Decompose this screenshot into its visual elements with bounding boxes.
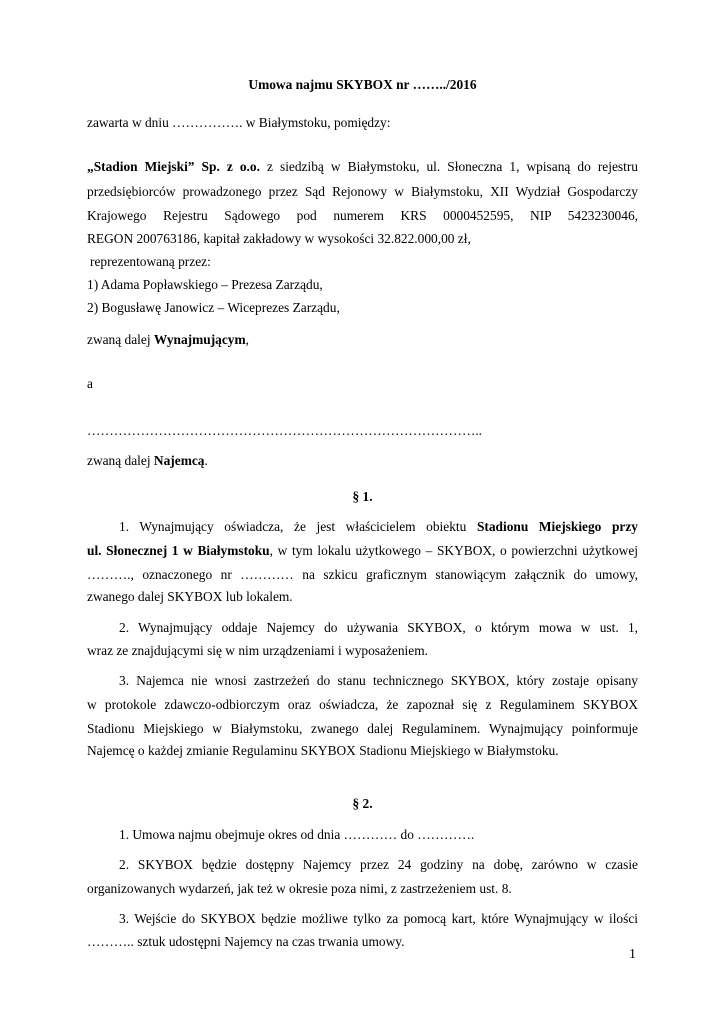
s2-p2-line-2: organizowanych wydarzeń, jak też w okresie poza nimi, z zastrzeżeniem ust. 8.	[87, 881, 512, 896]
landlord-term: Wynajmującym	[153, 332, 246, 347]
section-2-heading: § 2.	[352, 796, 373, 811]
s1-p1-line-4: zwanego dalej SKYBOX lub lokalem.	[87, 589, 293, 604]
party1-line-4: REGON 200763186, kapitał zakładowy w wysokości 32.822.000,00 zł,	[87, 231, 471, 246]
representative-1: 1) Adama Popławskiego – Prezesa Zarządu,	[87, 277, 323, 292]
stadium-address: ul. Słonecznej 1 w Białymstoku	[87, 543, 270, 558]
s1-p2-line-1: 2. Wynajmujący oddaje Najemcy do używania SKYBOX, o którym mowa w ust. 1,	[119, 620, 638, 635]
s1-p3-line-1: 3. Najemca nie wnosi zastrzeżeń do stanu technicznego SKYBOX, który zostaje opisany	[119, 673, 638, 688]
party1-line-2: przedsiębiorców prowadzonego przez Sąd Rejonowy w Białymstoku, XII Wydział Gospodarczy	[87, 184, 638, 199]
party2-placeholder: ……………………………………………………………………………..	[87, 423, 483, 438]
and-conjunction: a	[87, 376, 93, 391]
s1-p3-line-3: Stadionu Miejskiego w Białymstoku, zwanego dalej Regulaminem. Wynajmujący poinformuje	[87, 721, 638, 736]
party1-called	[87, 331, 249, 348]
s1-p3-line-2: w protokole zdawczo-odbiorczym oraz oświadcza, że zapoznał się z Regulaminem SKYBOX	[87, 697, 638, 712]
concluded-line: zawarta w dniu ……………. w Białymstoku, pomiędzy:	[87, 115, 391, 130]
s2-p1: 1. Umowa najmu obejmuje okres od dnia ………… do ………….	[119, 827, 475, 842]
party1-line-1	[87, 158, 638, 175]
document-title: Umowa najmu SKYBOX nr ……../2016	[248, 77, 477, 92]
called-prefix: zwaną dalej	[87, 332, 154, 347]
party2-called	[87, 452, 208, 469]
called-suffix: .	[204, 453, 208, 468]
s2-p3-line-2: ……….. sztuk udostępni Najemcy na czas trwania umowy.	[87, 934, 405, 949]
stadium-name: Stadionu Miejskiego przy	[476, 519, 638, 534]
page-number: 1	[629, 947, 636, 962]
s1-p1-text: 1. Wynajmujący oświadcza, że jest właścicielem obiektu	[119, 519, 477, 534]
party1-line-3: Krajowego Rejestru Sądowego pod numerem KRS 0000452595, NIP 5423230046,	[87, 208, 638, 223]
s1-p3-line-4: Najemcę o każdej zmianie Regulaminu SKYBOX Stadionu Miejskiego w Białymstoku.	[87, 743, 559, 758]
party1-name: „Stadion Miejski” Sp. z o.o.	[87, 159, 260, 174]
s1-p1-line-2	[87, 542, 638, 559]
section-1-heading: § 1.	[352, 489, 373, 504]
represented-by: reprezentowaną przez:	[90, 254, 211, 269]
s1-p1-text: , w tym lokalu użytkowego – SKYBOX, o powierzchni użytkowej	[269, 543, 638, 558]
s1-p1-line-1	[119, 518, 638, 535]
party1-address: z siedzibą w Białymstoku, ul. Słoneczna 1, wpisaną do rejestru	[259, 159, 639, 174]
s1-p1-line-3: ………., oznaczonego nr ………… na szkicu graficznym stanowiącym załącznik do umowy,	[87, 567, 638, 582]
called-suffix: ,	[245, 332, 250, 347]
called-prefix: zwaną dalej	[87, 453, 154, 468]
s2-p3-line-1: 3. Wejście do SKYBOX będzie możliwe tylko za pomocą kart, które Wynajmujący w ilości	[119, 911, 638, 926]
representative-2: 2) Bogusławę Janowicz – Wiceprezes Zarządu,	[87, 300, 340, 315]
tenant-term: Najemcą	[153, 453, 205, 468]
s1-p2-line-2: wraz ze znajdującymi się w nim urządzeniami i wyposażeniem.	[87, 643, 428, 658]
s2-p2-line-1: 2. SKYBOX będzie dostępny Najemcy przez 24 godziny na dobę, zarówno w czasie	[119, 857, 638, 872]
